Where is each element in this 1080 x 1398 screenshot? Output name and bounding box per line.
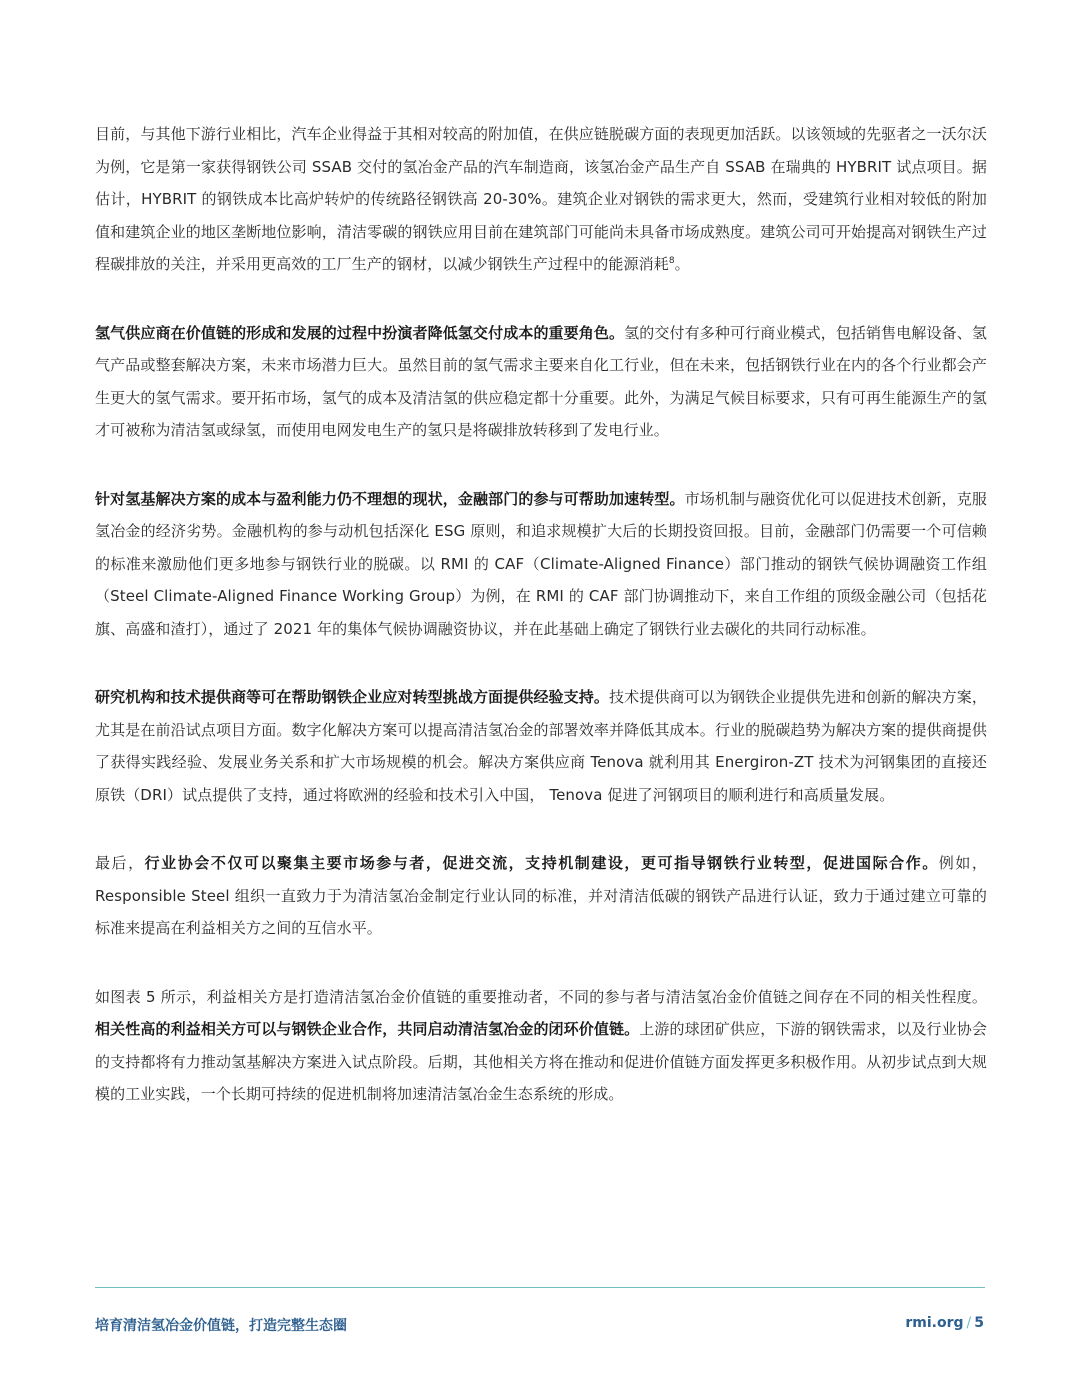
footer-page-info bbox=[905, 1315, 984, 1331]
paragraph-stakeholders: 如图表 5 所示，利益相关方是打造清洁氢冶金价值链的重要推动者，不同的参与者与清洁氢冶金价值链之间存在不同的相关性程度。相关性高的利益相关方可以与钢铁企业合作，共同启动清洁氢冶金的闭环价值链。上游的球团矿供应，下游的钢铁需求，以及行业协会的支持都将有力推动氢基解决方案进入试点阶段。后期，其他相关方将在推动和促进价值链方面发挥更多积极作用。从初步试点到大规模的工业实践，一个长期可持续的促进机制将加速清洁氢冶金生态系统的形成。 bbox=[95, 987, 987, 1103]
paragraph-lead-bold: 行业协会不仅可以聚集主要市场参与者，促进交流，支持机制建设，更可指导钢铁行业转型，促进国际合作。 bbox=[144, 854, 939, 872]
paragraph-lead-bold: 针对氢基解决方案的成本与盈利能力仍不理想的现状，金融部门的参与可帮助加速转型。 bbox=[95, 489, 685, 508]
footnote-ref[interactable]: 8 bbox=[668, 256, 675, 266]
paragraph-research-tech: 研究机构和技术提供商等可在帮助钢铁企业应对转型挑战方面提供经验支持。技术提供商可以为钢铁企业提供先进和创新的解决方案，尤其是在前沿试点项目方面。数字化解决方案可以提高清洁氢冶金的部署效率并降低其成本。行业的脱碳趋势为解决方案的提供商提供了获得实践经验、发展业务关系和扩大市场规模的机会。解决方案供应商 Tenova 就利用其 Energiron-ZT 技术为河钢集团的直接还原铁（DRI）试点提供了支持，通过将欧洲的经验和技术引入中国， Tenova 促进了河钢项目的顺利进行和高质量发展。 bbox=[95, 688, 987, 804]
footer-divider bbox=[95, 1287, 985, 1288]
footer-separator: / bbox=[966, 1315, 972, 1331]
page-number: 5 bbox=[974, 1315, 984, 1331]
paragraph-lead-bold: 氢气供应商在价值链的形成和发展的过程中扮演者降低氢交付成本的重要角色。 bbox=[95, 323, 625, 342]
document-body bbox=[95, 118, 987, 1147]
footer-title: 培育清洁氢冶金价值链，打造完整生态圈 bbox=[95, 1318, 347, 1334]
footer-site-link[interactable]: rmi.org bbox=[905, 1315, 964, 1331]
paragraph-lead-bold: 研究机构和技术提供商等可在帮助钢铁企业应对转型挑战方面提供经验支持。 bbox=[95, 688, 610, 706]
paragraph-automotive: 目前，与其他下游行业相比，汽车企业得益于其相对较高的附加值，在供应链脱碳方面的表现更加活跃。以该领域的先驱者之一沃尔沃为例，它是第一家获得钢铁公司 SSAB 交付的氢冶金产品的汽车制造商，该氢冶金产品生产自 SSAB 在瑞典的 HYBRIT 试点项目。据估计，HYBRIT 的钢铁成本比高炉转炉的传统路径钢铁高 20-30%。建筑企业对钢铁的需求更大，然而，受建筑行业相对较低的附加值和建筑企业的地区垄断地位影响，清洁零碳的钢铁应用目前在建筑部门可能尚未具备市场成熟度。建筑公司可开始提高对钢铁生产过程碳排放的关注，并采用更高效的工厂生产的钢材，以减少钢铁生产过程中的能源消耗$^8$。 bbox=[95, 125, 987, 273]
paragraph-bold-statement: 相关性高的利益相关方可以与钢铁企业合作，共同启动清洁氢冶金的闭环价值链。 bbox=[95, 1020, 640, 1038]
paragraph-finance: 针对氢基解决方案的成本与盈利能力仍不理想的现状，金融部门的参与可帮助加速转型。市场机制与融资优化可以促进技术创新，克服氢冶金的经济劣势。金融机构的参与动机包括深化 ESG 原则，和追求规模扩大后的长期投资回报。目前，金融部门仍需要一个可信赖的标准来激励他们更多地参与钢铁行业的脱碳。以 RMI 的 CAF（Climate-Aligned Finance）部门推动的钢铁气候协调融资工作组（Steel Climate-Aligned Finance Working Group）为例，在 RMI 的 CAF 部门协调推动下，来自工作组的顶级金融公司（包括花旗、高盛和渣打），通过了 2021 年的集体气候协调融资协议，并在此基础上确定了钢铁行业去碳化的共同行动标准。 bbox=[95, 489, 987, 638]
paragraph-associations: 最后，行业协会不仅可以聚集主要市场参与者，促进交流，支持机制建设，更可指导钢铁行业转型，促进国际合作。例如，Responsible Steel 组织一直致力于为清洁氢冶金制定行业认同的标准，并对清洁低碳的钢铁产品进行认证，致力于通过建立可靠的标准来提高在利益相关方之间的互信水平。 bbox=[95, 854, 987, 937]
paragraph-hydrogen-suppliers: 氢气供应商在价值链的形成和发展的过程中扮演者降低氢交付成本的重要角色。氢的交付有多种可行商业模式，包括销售电解设备、氢气产品或整套解决方案，未来市场潜力巨大。虽然目前的氢气需求主要来自化工行业，但在未来，包括钢铁行业在内的各个行业都会产生更大的氢气需求。要开拓市场，氢气的成本及清洁氢的供应稳定都十分重要。此外，为满足气候目标要求，只有可再生能源生产的氢才可被称为清洁氢或绿氢，而使用电网发电生产的氢只是将碳排放转移到了发电行业。 bbox=[95, 323, 987, 439]
